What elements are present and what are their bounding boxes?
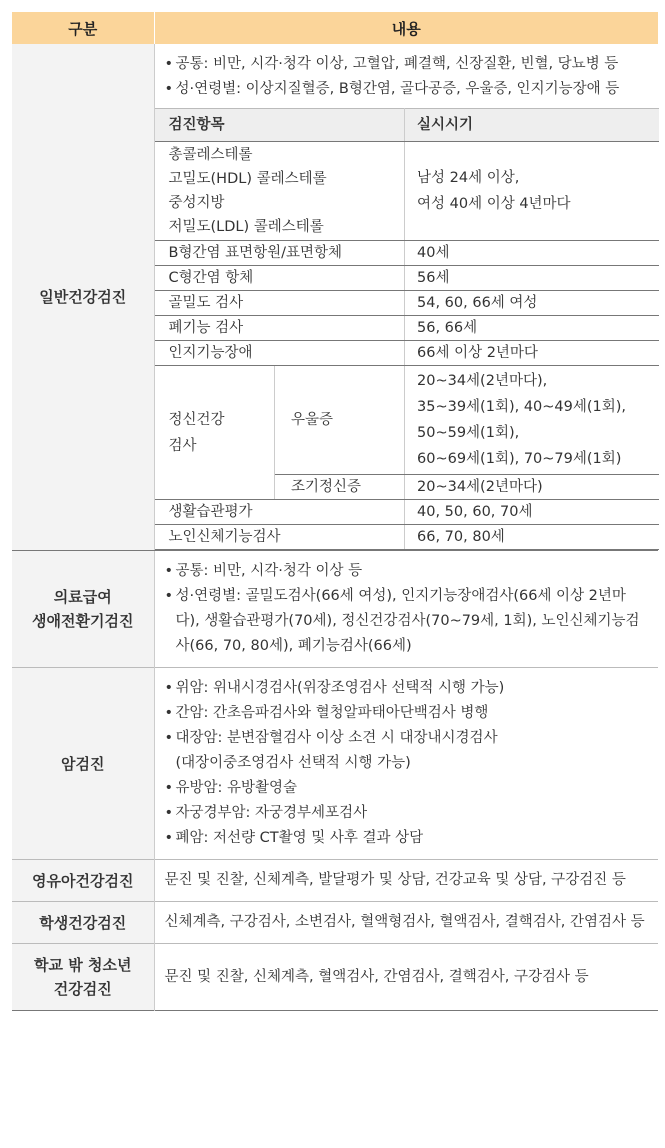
youth-text: 문진 및 진찰, 신체계측, 혈액검사, 간염검사, 결핵검사, 구강검사 등 <box>164 968 589 985</box>
list-item: • 자궁경부암: 자궁경부세포검사 <box>165 801 651 826</box>
lipid-timing: 남성 24세 이상, 여성 40세 이상 4년마다 <box>405 142 659 241</box>
table-cell: 인지기능장애 <box>155 341 405 366</box>
section-infant <box>12 860 658 902</box>
table-cell: 40세 <box>405 241 659 266</box>
lipid-items <box>155 142 405 241</box>
table-row <box>155 525 659 550</box>
table-cell: 생활습관평가 <box>155 500 405 525</box>
category-general: 일반건강검진 <box>12 44 154 551</box>
table-row <box>155 241 659 266</box>
category-youth: 학교 밖 청소년 건강검진 <box>12 944 154 1011</box>
depression-label: 우울증 <box>275 366 405 475</box>
col-header-item: 검진항목 <box>155 109 405 142</box>
table-row <box>155 341 659 366</box>
section-cancer <box>12 668 658 860</box>
list-item: • 간암: 간초음파검사와 혈청알파태아단백검사 병행 <box>165 701 651 726</box>
student-text: 신체계측, 구강검사, 소변검사, 혈액형검사, 혈액검사, 결핵검사, 간염검사 등 <box>164 914 645 930</box>
infant-text: 문진 및 진찰, 신체계측, 발달평가 및 상담, 건강교육 및 상담, 구강검진 등 <box>164 872 626 888</box>
col-header-timing: 실시시기 <box>405 109 659 142</box>
table-cell: 폐기능 검사 <box>155 316 405 341</box>
table-cell: B형간염 표면항원/표면항체 <box>155 241 405 266</box>
medical-aid-bullets <box>155 551 659 667</box>
table-cell: 저밀도(LDL) 콜레스테롤 <box>168 219 324 235</box>
general-checkup-items-table <box>155 108 659 550</box>
depression-timing: 20~34세(2년마다), 35~39세(1회), 40~49세(1회), 50~59세(1회), 60~69세(1회), 70~79세(1회) <box>405 366 659 475</box>
category-student: 학생건강검진 <box>12 902 154 944</box>
table-cell: 66, 70, 80세 <box>405 525 659 550</box>
header-category: 구분 <box>12 12 154 44</box>
list-item: • 공통: 비만, 시각·청각 이상, 고혈압, 폐결핵, 신장질환, 빈혈, 당뇨병 등 <box>165 52 651 77</box>
early-psychosis-timing: 20~34세(2년마다) <box>405 475 659 500</box>
table-cell: 54, 60, 66세 여성 <box>405 291 659 316</box>
table-cell: 56, 66세 <box>405 316 659 341</box>
early-psychosis-label: 조기정신증 <box>275 475 405 500</box>
table-cell: 고밀도(HDL) 콜레스테롤 <box>168 171 327 187</box>
header-content: 내용 <box>154 12 658 44</box>
category-cancer: 암검진 <box>12 668 154 860</box>
table-cell: 총콜레스테롤 <box>168 147 253 163</box>
table-cell: 66세 이상 2년마다 <box>405 341 659 366</box>
section-youth <box>12 944 658 1011</box>
table-row <box>155 291 659 316</box>
table-cell: 56세 <box>405 266 659 291</box>
list-item: • 유방암: 유방촬영술 <box>165 776 651 801</box>
section-medical-aid <box>12 551 658 668</box>
table-cell: C형간염 항체 <box>155 266 405 291</box>
table-cell: 골밀도 검사 <box>155 291 405 316</box>
general-bullets <box>155 44 659 108</box>
table-row <box>155 266 659 291</box>
cancer-bullets <box>155 668 659 859</box>
table-row <box>155 316 659 341</box>
category-medical-aid: 의료급여 생애전환기검진 <box>12 551 154 668</box>
list-item: • 폐암: 저선량 CT촬영 및 사후 결과 상담 <box>165 826 651 851</box>
section-general <box>12 44 658 551</box>
health-checkup-table <box>12 12 658 1011</box>
table-cell: 중성지방 <box>168 195 225 211</box>
table-row <box>155 366 659 475</box>
table-cell: 노인신체기능검사 <box>155 525 405 550</box>
section-student <box>12 902 658 944</box>
list-item: • 성·연령별: 이상지질혈증, B형간염, 골다공증, 우울증, 인지기능장애 등 <box>165 77 651 102</box>
list-item: • 공통: 비만, 시각·청각 이상 등 <box>165 559 651 584</box>
list-item: • 위암: 위내시경검사(위장조영검사 선택적 시행 가능) <box>165 676 651 701</box>
table-cell: 40, 50, 60, 70세 <box>405 500 659 525</box>
mental-health-label: 정신건강 검사 <box>155 366 275 500</box>
list-item: • 대장암: 분변잠혈검사 이상 소견 시 대장내시경검사 (대장이중조영검사 선택적 시행 가능) <box>165 726 651 776</box>
list-item: • 성·연령별: 골밀도검사(66세 여성), 인지기능장애검사(66세 이상 2년마다), 생활습관평가(70세), 정신건강검사(70~79세, 1회), 노인신체기능검사(66, 70, 80세), 폐기능검사(66세) <box>165 584 651 659</box>
category-infant: 영유아건강검진 <box>12 860 154 902</box>
table-row <box>155 500 659 525</box>
